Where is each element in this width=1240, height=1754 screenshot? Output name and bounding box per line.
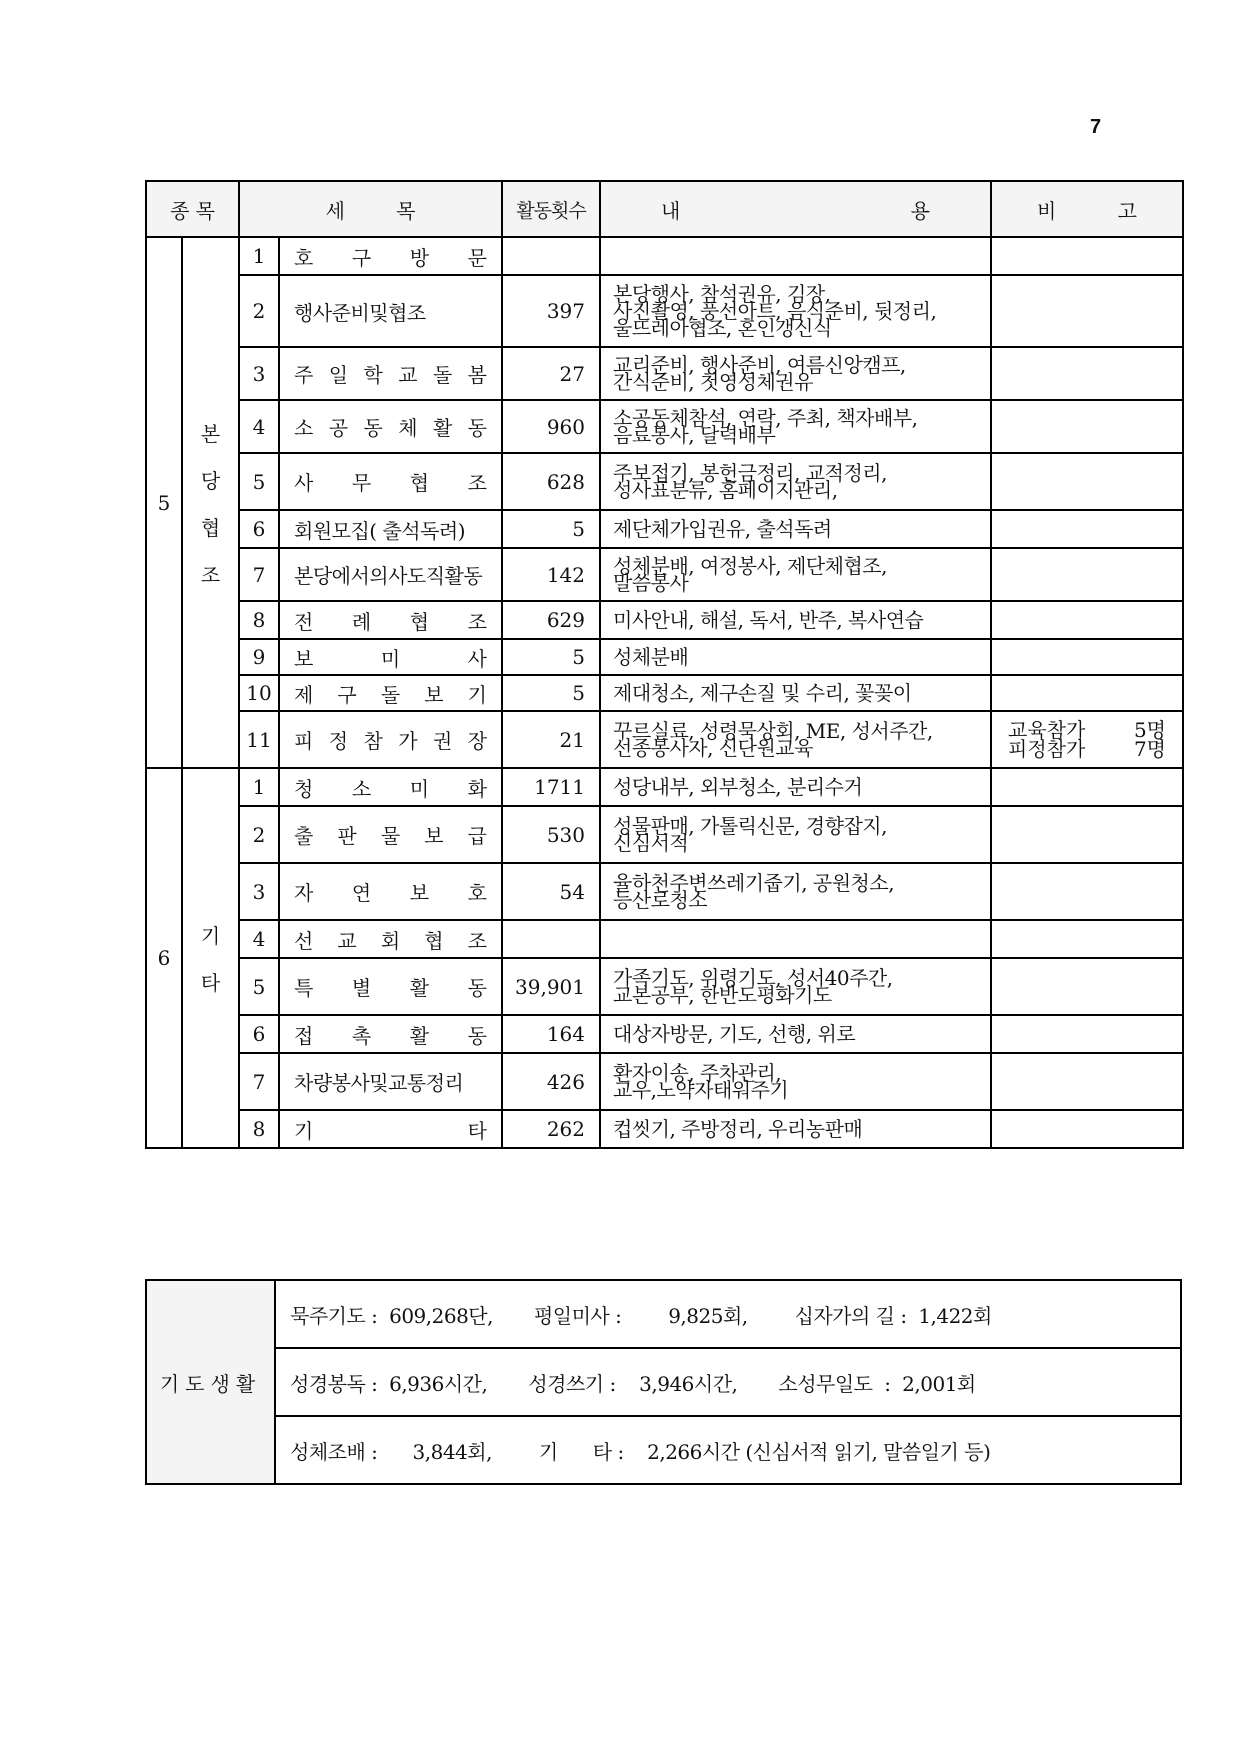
- row-content: 주보접기, 봉헌금정리, 교적정리, 성사표분류, 홈페이지관리,: [600, 453, 991, 510]
- row-name: 본당에서의사도직활동: [279, 548, 502, 601]
- row-content: 환자이송, 주차관리, 교우,노약자태워주기: [600, 1053, 991, 1110]
- header-content: 내 용: [600, 181, 991, 237]
- row-name: 특 별 활 동: [279, 958, 502, 1015]
- row-note: [991, 639, 1183, 675]
- row-note: [991, 275, 1183, 347]
- prayer-life-table: [145, 1279, 1182, 1485]
- prayer-line: 성경봉독 : 6,936시간, 성경쓰기 : 3,946시간, 소성무일도 : 2,001회: [275, 1348, 1181, 1416]
- row-note: [991, 400, 1183, 453]
- table-row: [146, 639, 1183, 675]
- row-name: 전 례 협 조: [279, 601, 502, 639]
- table-row: [146, 675, 1183, 711]
- table-header-row: [146, 181, 1183, 237]
- row-name: 제 구 돌 보 기: [279, 675, 502, 711]
- prayer-line: 성체조배 : 3,844회, 기 타 : 2,266시간 (신심서적 읽기, 말씀일기 등): [275, 1416, 1181, 1484]
- row-number: 11: [239, 711, 279, 768]
- row-content: 교리준비, 행사준비, 여름신앙캠프, 간식준비, 첫영성체권유: [600, 347, 991, 400]
- row-name: 출 판 물 보 급: [279, 806, 502, 863]
- row-number: 9: [239, 639, 279, 675]
- prayer-label: 기도생활: [146, 1280, 275, 1484]
- row-note: [991, 237, 1183, 275]
- row-number: 7: [239, 1053, 279, 1110]
- row-name: 접 촉 활 동: [279, 1015, 502, 1053]
- row-count: 27: [502, 347, 600, 400]
- section-number: 5: [146, 237, 182, 768]
- table-row: [146, 1110, 1183, 1148]
- table-row: [146, 548, 1183, 601]
- row-content: 성체분배, 여정봉사, 제단체협조, 말씀봉사: [600, 548, 991, 601]
- row-name: 피 정 참 가 권 장: [279, 711, 502, 768]
- row-number: 3: [239, 863, 279, 920]
- row-number: 1: [239, 237, 279, 275]
- section-number: 6: [146, 768, 182, 1148]
- table-row: [146, 806, 1183, 863]
- row-name: 주 일 학 교 돌 봄: [279, 347, 502, 400]
- row-name: 기 타: [279, 1110, 502, 1148]
- header-note: 비 고: [991, 181, 1183, 237]
- row-name: 차량봉사및교통정리: [279, 1053, 502, 1110]
- row-content: 컵씻기, 주방정리, 우리농판매: [600, 1110, 991, 1148]
- row-name: 선 교 회 협 조: [279, 920, 502, 958]
- row-number: 8: [239, 601, 279, 639]
- table-row: [146, 958, 1183, 1015]
- table-row: [146, 237, 1183, 275]
- table-row: [146, 510, 1183, 548]
- row-count: 5: [502, 510, 600, 548]
- row-name: 보 미 사: [279, 639, 502, 675]
- row-note: [991, 675, 1183, 711]
- prayer-row: [146, 1348, 1181, 1416]
- row-count: [502, 920, 600, 958]
- row-name: 행사준비및협조: [279, 275, 502, 347]
- row-count: 5: [502, 675, 600, 711]
- row-note: [991, 768, 1183, 806]
- activity-table: [145, 180, 1184, 1149]
- header-count: 활동횟수: [502, 181, 600, 237]
- table-row: [146, 863, 1183, 920]
- row-content: 제대청소, 제구손질 및 수리, 꽃꽂이: [600, 675, 991, 711]
- row-note: [991, 453, 1183, 510]
- row-content: 대상자방문, 기도, 선행, 위로: [600, 1015, 991, 1053]
- row-name: 사 무 협 조: [279, 453, 502, 510]
- row-count: 628: [502, 453, 600, 510]
- row-content: [600, 920, 991, 958]
- row-content: 본당행사, 참석권유, 김장, 사진촬영, 풍선아트, 음식준비, 뒷정리, 울뜨레아협조, 혼인갱신식: [600, 275, 991, 347]
- row-count: 629: [502, 601, 600, 639]
- row-number: 3: [239, 347, 279, 400]
- row-number: 2: [239, 275, 279, 347]
- row-number: 2: [239, 806, 279, 863]
- row-note: 교육참가 5명 피정참가 7명: [991, 711, 1183, 768]
- row-count: 5: [502, 639, 600, 675]
- row-name: 호 구 방 문: [279, 237, 502, 275]
- row-count: 262: [502, 1110, 600, 1148]
- row-number: 10: [239, 675, 279, 711]
- table-row: [146, 347, 1183, 400]
- row-number: 8: [239, 1110, 279, 1148]
- table-row: [146, 711, 1183, 768]
- section-name: 기 타: [182, 768, 239, 1148]
- row-content: 미사안내, 해설, 독서, 반주, 복사연습: [600, 601, 991, 639]
- row-note: [991, 601, 1183, 639]
- row-count: 164: [502, 1015, 600, 1053]
- row-note: [991, 1015, 1183, 1053]
- row-name: 자 연 보 호: [279, 863, 502, 920]
- row-name: 회원모집( 출석독려): [279, 510, 502, 548]
- row-number: 1: [239, 768, 279, 806]
- row-count: 142: [502, 548, 600, 601]
- row-note: [991, 510, 1183, 548]
- prayer-line: 묵주기도 : 609,268단, 평일미사 : 9,825회, 십자가의 길 : 1,422회: [275, 1280, 1181, 1348]
- row-count: 530: [502, 806, 600, 863]
- row-content: [600, 237, 991, 275]
- row-count: 397: [502, 275, 600, 347]
- row-number: 6: [239, 1015, 279, 1053]
- row-count: 960: [502, 400, 600, 453]
- row-note: [991, 1110, 1183, 1148]
- row-name: 청 소 미 화: [279, 768, 502, 806]
- table-row: [146, 275, 1183, 347]
- row-note: [991, 863, 1183, 920]
- header-subitem: 세 목: [239, 181, 502, 237]
- table-row: [146, 453, 1183, 510]
- row-content: 성체분배: [600, 639, 991, 675]
- header-category: 종 목: [146, 181, 239, 237]
- row-note: [991, 920, 1183, 958]
- row-content: 제단체가입권유, 출석독려: [600, 510, 991, 548]
- row-count: 54: [502, 863, 600, 920]
- row-note: [991, 347, 1183, 400]
- prayer-row: [146, 1416, 1181, 1484]
- row-number: 5: [239, 958, 279, 1015]
- row-number: 7: [239, 548, 279, 601]
- row-content: 성당내부, 외부청소, 분리수거: [600, 768, 991, 806]
- row-note: [991, 548, 1183, 601]
- row-number: 6: [239, 510, 279, 548]
- row-count: 21: [502, 711, 600, 768]
- prayer-row: [146, 1280, 1181, 1348]
- row-note: [991, 958, 1183, 1015]
- row-content: 성물판매, 가톨릭신문, 경향잡지, 신심서적: [600, 806, 991, 863]
- row-number: 5: [239, 453, 279, 510]
- table-row: [146, 1053, 1183, 1110]
- table-row: [146, 920, 1183, 958]
- row-content: 가족기도, 위령기도, 성서40주간, 교본공부, 한반도평화기도: [600, 958, 991, 1015]
- row-count: 39,901: [502, 958, 600, 1015]
- row-content: 소공동체참석, 연락, 주최, 책자배부, 음료봉사, 달력배부: [600, 400, 991, 453]
- page-number: 7: [1090, 116, 1102, 138]
- table-row: [146, 1015, 1183, 1053]
- section-name: 본 당 협 조: [182, 237, 239, 768]
- table-row: [146, 400, 1183, 453]
- table-row: [146, 601, 1183, 639]
- row-content: 꾸르실료, 성령묵상회, ME, 성서주간, 선종봉사자, 신단원교육: [600, 711, 991, 768]
- table-row: [146, 768, 1183, 806]
- row-number: 4: [239, 920, 279, 958]
- row-note: [991, 806, 1183, 863]
- row-count: 426: [502, 1053, 600, 1110]
- row-content: 율하천주변쓰레기줍기, 공원청소, 등산로청소: [600, 863, 991, 920]
- row-name: 소 공 동 체 활 동: [279, 400, 502, 453]
- row-note: [991, 1053, 1183, 1110]
- row-number: 4: [239, 400, 279, 453]
- row-count: 1711: [502, 768, 600, 806]
- row-count: [502, 237, 600, 275]
